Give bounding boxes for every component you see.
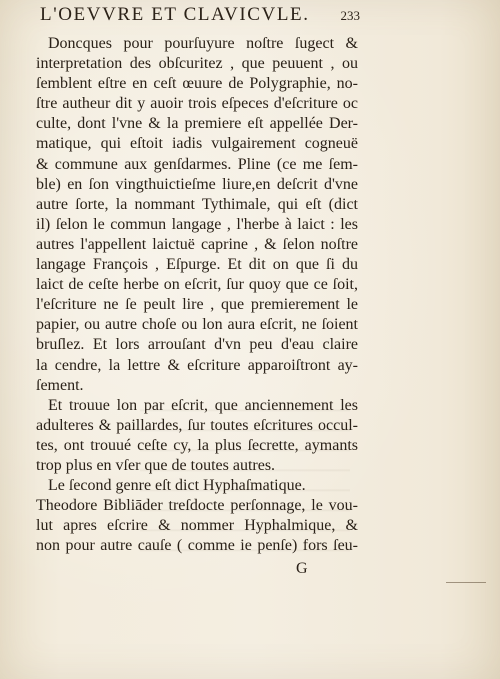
text-line: ble) en ſon vingthuictieſme liure,en deſcrit d'vne [36,175,358,193]
text-line: bruſlez. Et lors arrouſant d'vn peu d'eau claire [36,336,358,354]
text-line: Le ſecond genre eſt dict Hyphaſmatique. [48,477,306,495]
text-line: Theodore Bibliāder treſdocte perſonnage, le vou- [36,497,358,515]
text-line: il) ſelon le commun langage , l'herbe à laict : les [36,215,358,233]
text-line: la cendre, la lettre & eſcriture apparoiſtront ay- [36,356,358,374]
text-line: lut apres eſcrire & nommer Hyphalmique, & [36,517,358,535]
text-line: tes, ont trouué ceſte cy, la plus ſecrette, aymants [36,436,358,454]
text-line: laict de ceſte herbe on eſcrit, ſur quoy que ce ſoit, [36,276,358,294]
running-title: L'OEVVRE ET CLAVICVLE. [40,4,310,25]
text-line: l'eſcriture ne ſe peult lire , que premierement le [36,296,358,314]
text-line: langage François , Eſpurge. Et dit on que ſi du [36,256,358,274]
text-line: matique, qui eſtoit iadis vulgairement cogneuë [36,135,358,153]
text-line: autres l'appellent laictuë caprine , & ſelon noſtre [36,235,358,253]
text-line: ſemblent eſtre en ceſt œuure de Polygraphie, no- [36,75,358,93]
text-line: Et trouue lon par eſcrit, que anciennement les [48,396,358,414]
text-line: autre ſorte, la nommant Tythimale, qui eſt (dict [36,195,358,213]
text-line: & commune aux genſdarmes. Pline (ce me ſem- [36,155,358,173]
body-text [36,34,358,556]
running-head [40,4,360,30]
page-number: 233 [340,8,360,23]
margin-rule [446,582,486,583]
text-line: non pour autre cauſe ( comme ie penſe) fors ſeu- [36,537,358,555]
text-line: ſtre autheur dit y auoir trois eſpeces d'eſcriture oc [36,95,358,113]
text-line: papier, ou autre choſe ou lon aura eſcrit, ne ſoient [36,316,358,334]
text-line: interpretation des obſcuritez , que peuuent , ou [36,55,358,73]
text-line: ſement. [36,376,84,394]
text-line: culte, dont l'vne & la premiere eſt appellée Der- [36,115,358,133]
signature-mark: G [296,560,308,577]
text-line: adulteres & paillardes, ſur toutes eſcritures occul- [36,416,358,434]
text-line: Doncques pour pourſuyure noſtre ſugect & [48,35,358,52]
text-line: trop plus en vſer que de toutes autres. [36,456,276,474]
